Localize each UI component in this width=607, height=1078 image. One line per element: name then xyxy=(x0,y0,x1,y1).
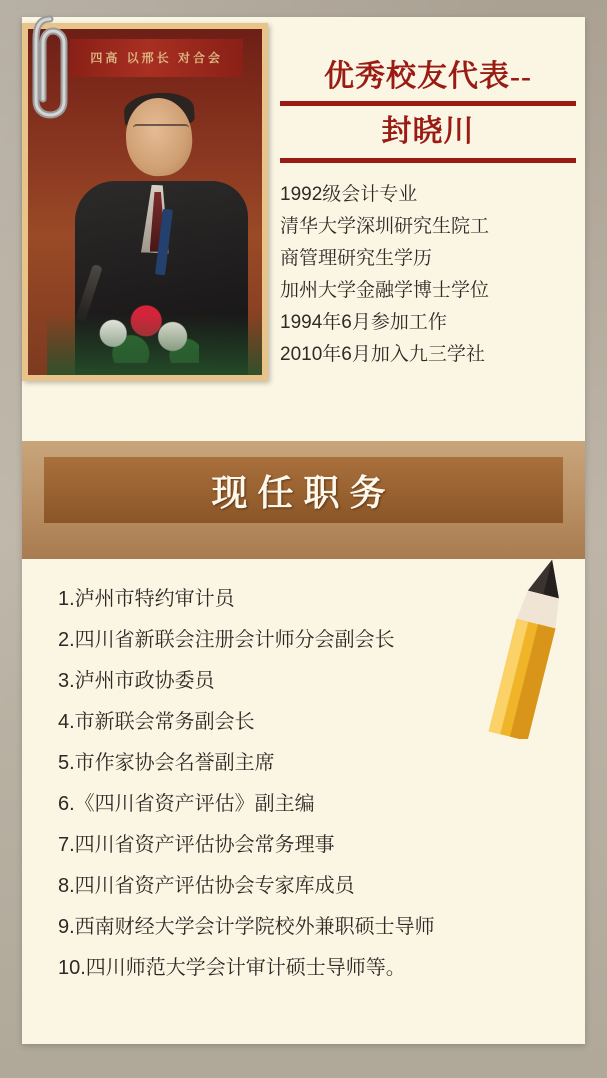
bio-item: 清华大学深圳研究生院工 xyxy=(280,216,490,237)
list-item: 8.四川省资产评估协会专家库成员 xyxy=(58,875,355,897)
duties-list xyxy=(58,579,558,989)
section-banner xyxy=(22,441,585,559)
paperclip-icon xyxy=(30,13,84,121)
list-item: 2.四川省新联会注册会计师分会副会长 xyxy=(58,629,395,651)
photo-glasses xyxy=(133,124,189,139)
poster-card xyxy=(22,17,585,1044)
bio-item: 1994年6月参加工作 xyxy=(280,312,447,333)
section-banner-label: 现任职务 xyxy=(211,472,396,513)
list-item: 6.《四川省资产评估》副主编 xyxy=(58,793,315,815)
list-item: 5.市作家协会名誉副主席 xyxy=(58,752,275,774)
list-item: 7.四川省资产评估协会常务理事 xyxy=(58,834,335,856)
bio-list xyxy=(280,179,576,371)
bio-item: 商管理研究生学历 xyxy=(280,248,433,269)
page-title-line1: 优秀校友代表-- xyxy=(324,60,532,93)
bio-item: 加州大学金融学博士学位 xyxy=(280,280,490,301)
list-item: 3.泸州市政协委员 xyxy=(58,670,215,692)
photo-stage-banner-text: 四高 以邢长 对合会 xyxy=(90,51,224,66)
page-title-line2: 封晓川 xyxy=(381,115,475,148)
list-item: 4.市新联会常务副会长 xyxy=(58,711,255,733)
photo-foreground-plants xyxy=(47,313,262,375)
section-banner-inner xyxy=(44,457,563,523)
header-section xyxy=(22,17,585,437)
title-divider-bottom xyxy=(280,158,576,163)
list-item: 9.西南财经大学会计学院校外兼职硕士导师 xyxy=(58,916,435,938)
list-item: 10.四川师范大学会计审计硕士导师等。 xyxy=(58,957,406,979)
bio-item: 2010年6月加入九三学社 xyxy=(280,344,485,365)
title-divider-top xyxy=(280,101,576,106)
header-text-block xyxy=(280,57,576,371)
list-item: 1.泸州市特约审计员 xyxy=(58,588,235,610)
photo-stage-banner xyxy=(70,39,243,77)
bio-item: 1992级会计专业 xyxy=(280,184,418,205)
